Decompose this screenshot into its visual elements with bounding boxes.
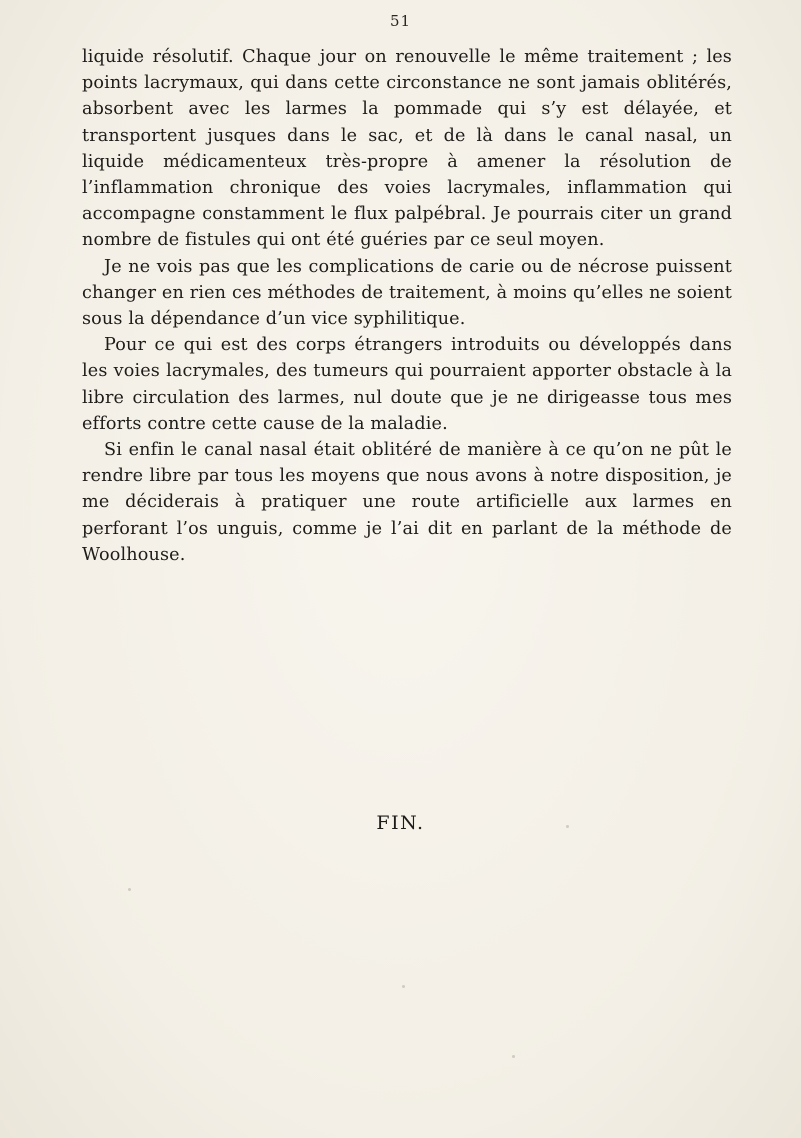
paragraph-2: Je ne vois pas que les complications de carie ou de nécrose puissent changer en rien ces méthodes de traitement, à moins qu’elles ne soient sous la dépendance d’un vice syphilitique. xyxy=(82,256,732,330)
paper-speck xyxy=(402,985,405,988)
paragraph-3: Pour ce qui est des corps étrangers introduits ou développés dans les voies lacrymales, des tumeurs qui pourraient apporter obstacle à la libre circulation des larmes, nul doute que je ne dirigeasse tous mes efforts contre cette cause de la maladie. xyxy=(82,335,732,434)
paragraph-4: Si enfin le canal nasal était oblitéré de manière à ce qu’on ne pût le rendre libre par tous les moyens que nous avons à notre disposition, je me déciderais à pratiquer une route artificielle aux larmes en perforant l’os unguis, comme je l’ai dit en parlant de la méthode de Woolhouse. xyxy=(82,440,732,565)
paragraph-1: liquide résolutif. Chaque jour on renouvelle le même traitement ; les points lacrymaux, qui dans cette circonstance ne sont jamais oblitérés, absorbent avec les larmes la pommade qui s’y est délayée, et transportent jusques dans le sac, et de là dans le canal nasal, un liquide médicamenteux très-propre à amener la résolution de l’inflammation chronique des voies lacrymales, inflammation qui accompagne constamment le flux palpébral. Je pourrais citer un grand nombre de fistules qui ont été guéries par ce seul moyen. xyxy=(82,47,732,251)
page-number: 51 xyxy=(389,12,412,30)
paper-speck xyxy=(128,888,131,891)
paper-speck xyxy=(512,1055,515,1058)
end-mark: FIN. xyxy=(376,812,425,834)
body-text xyxy=(82,44,732,568)
paper-speck xyxy=(566,825,569,828)
